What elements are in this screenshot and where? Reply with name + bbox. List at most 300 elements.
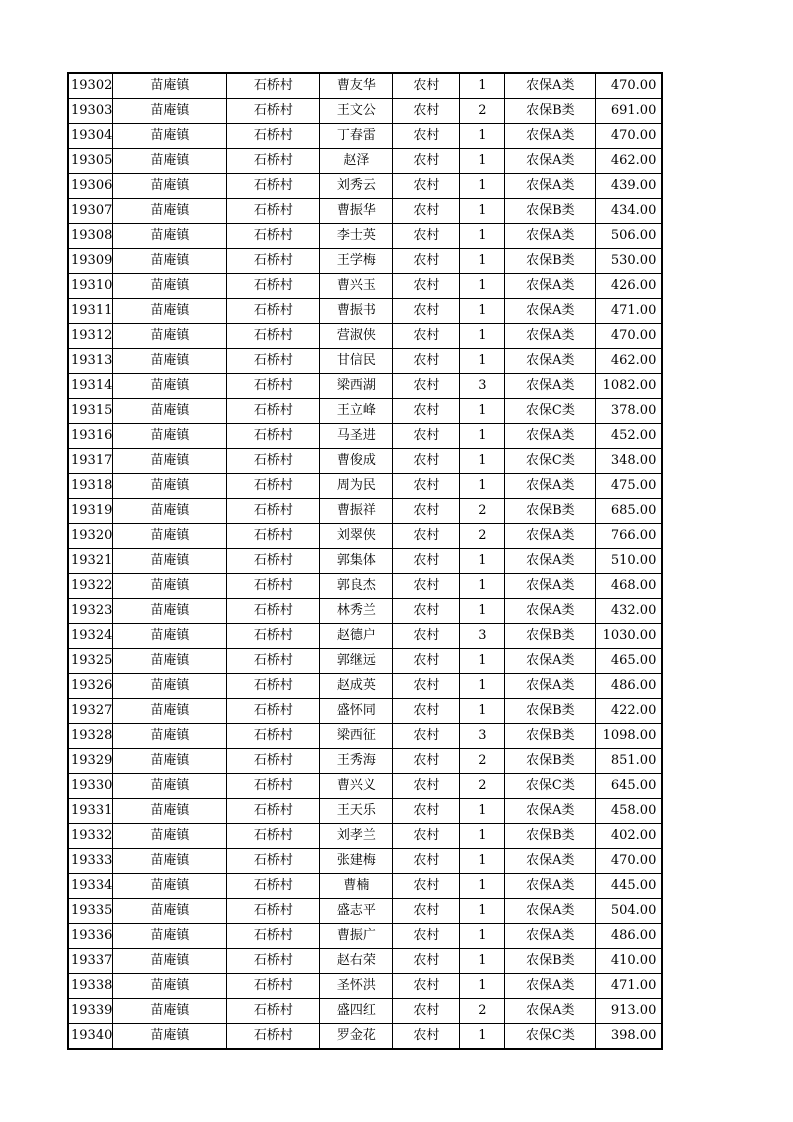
area-type-cell: 农村 [393, 174, 460, 199]
household-count-cell: 1 [460, 424, 505, 449]
village-cell: 石桥村 [227, 649, 320, 674]
insurance-class-cell: 农保A类 [505, 599, 596, 624]
village-cell: 石桥村 [227, 424, 320, 449]
village-cell: 石桥村 [227, 999, 320, 1024]
record-id-cell: 19305 [68, 149, 113, 174]
village-cell: 石桥村 [227, 699, 320, 724]
table-row [68, 349, 662, 374]
town-cell: 苗庵镇 [113, 274, 227, 299]
name-cell: 赵泽 [320, 149, 393, 174]
table-row [68, 724, 662, 749]
town-cell: 苗庵镇 [113, 99, 227, 124]
name-cell: 曹兴玉 [320, 274, 393, 299]
village-cell: 石桥村 [227, 99, 320, 124]
name-cell: 郭良杰 [320, 574, 393, 599]
area-type-cell: 农村 [393, 774, 460, 799]
town-cell: 苗庵镇 [113, 174, 227, 199]
table-row [68, 624, 662, 649]
table-row [68, 899, 662, 924]
table-row [68, 1024, 662, 1050]
record-id-cell: 19335 [68, 899, 113, 924]
area-type-cell: 农村 [393, 574, 460, 599]
town-cell: 苗庵镇 [113, 224, 227, 249]
town-cell: 苗庵镇 [113, 249, 227, 274]
area-type-cell: 农村 [393, 1024, 460, 1050]
amount-cell: 766.00 [596, 524, 663, 549]
area-type-cell: 农村 [393, 124, 460, 149]
insurance-class-cell: 农保A类 [505, 224, 596, 249]
area-type-cell: 农村 [393, 149, 460, 174]
household-count-cell: 2 [460, 524, 505, 549]
insurance-class-cell: 农保A类 [505, 974, 596, 999]
household-count-cell: 1 [460, 73, 505, 99]
area-type-cell: 农村 [393, 524, 460, 549]
area-type-cell: 农村 [393, 924, 460, 949]
record-id-cell: 19337 [68, 949, 113, 974]
village-cell: 石桥村 [227, 199, 320, 224]
area-type-cell: 农村 [393, 899, 460, 924]
amount-cell: 471.00 [596, 974, 663, 999]
insurance-class-cell: 农保B类 [505, 499, 596, 524]
insurance-class-cell: 农保A类 [505, 299, 596, 324]
insurance-class-cell: 农保A类 [505, 649, 596, 674]
table-row [68, 149, 662, 174]
amount-cell: 506.00 [596, 224, 663, 249]
amount-cell: 1098.00 [596, 724, 663, 749]
record-id-cell: 19326 [68, 674, 113, 699]
insurance-class-cell: 农保A类 [505, 474, 596, 499]
area-type-cell: 农村 [393, 99, 460, 124]
insurance-class-cell: 农保A类 [505, 274, 596, 299]
household-count-cell: 3 [460, 624, 505, 649]
name-cell: 曹楠 [320, 874, 393, 899]
amount-cell: 510.00 [596, 549, 663, 574]
town-cell: 苗庵镇 [113, 349, 227, 374]
household-count-cell: 1 [460, 324, 505, 349]
record-id-cell: 19339 [68, 999, 113, 1024]
insurance-class-cell: 农保A类 [505, 424, 596, 449]
name-cell: 郭继远 [320, 649, 393, 674]
town-cell: 苗庵镇 [113, 149, 227, 174]
table-row [68, 199, 662, 224]
village-cell: 石桥村 [227, 124, 320, 149]
town-cell: 苗庵镇 [113, 749, 227, 774]
amount-cell: 462.00 [596, 149, 663, 174]
table-row [68, 649, 662, 674]
town-cell: 苗庵镇 [113, 1024, 227, 1050]
record-id-cell: 19325 [68, 649, 113, 674]
table-row [68, 274, 662, 299]
record-id-cell: 19313 [68, 349, 113, 374]
village-cell: 石桥村 [227, 974, 320, 999]
data-sheet [67, 72, 663, 1050]
record-id-cell: 19322 [68, 574, 113, 599]
area-type-cell: 农村 [393, 224, 460, 249]
village-cell: 石桥村 [227, 824, 320, 849]
town-cell: 苗庵镇 [113, 299, 227, 324]
insurance-class-cell: 农保B类 [505, 249, 596, 274]
town-cell: 苗庵镇 [113, 124, 227, 149]
insurance-class-cell: 农保A类 [505, 549, 596, 574]
table-row [68, 174, 662, 199]
table-row [68, 99, 662, 124]
area-type-cell: 农村 [393, 349, 460, 374]
town-cell: 苗庵镇 [113, 799, 227, 824]
record-id-cell: 19323 [68, 599, 113, 624]
household-count-cell: 2 [460, 774, 505, 799]
amount-cell: 410.00 [596, 949, 663, 974]
town-cell: 苗庵镇 [113, 674, 227, 699]
record-id-cell: 19320 [68, 524, 113, 549]
record-id-cell: 19315 [68, 399, 113, 424]
amount-cell: 426.00 [596, 274, 663, 299]
village-cell: 石桥村 [227, 949, 320, 974]
town-cell: 苗庵镇 [113, 399, 227, 424]
town-cell: 苗庵镇 [113, 824, 227, 849]
insurance-class-cell: 农保A类 [505, 924, 596, 949]
amount-cell: 470.00 [596, 73, 663, 99]
record-id-cell: 19338 [68, 974, 113, 999]
insurance-class-cell: 农保A类 [505, 674, 596, 699]
amount-cell: 471.00 [596, 299, 663, 324]
village-cell: 石桥村 [227, 299, 320, 324]
amount-cell: 1030.00 [596, 624, 663, 649]
village-cell: 石桥村 [227, 324, 320, 349]
insurance-class-cell: 农保A类 [505, 349, 596, 374]
village-cell: 石桥村 [227, 574, 320, 599]
area-type-cell: 农村 [393, 274, 460, 299]
household-count-cell: 1 [460, 849, 505, 874]
insurance-class-cell: 农保B类 [505, 99, 596, 124]
village-cell: 石桥村 [227, 349, 320, 374]
record-id-cell: 19311 [68, 299, 113, 324]
village-cell: 石桥村 [227, 1024, 320, 1050]
town-cell: 苗庵镇 [113, 424, 227, 449]
area-type-cell: 农村 [393, 999, 460, 1024]
village-cell: 石桥村 [227, 599, 320, 624]
table-row [68, 874, 662, 899]
insurance-class-cell: 农保A类 [505, 124, 596, 149]
amount-cell: 470.00 [596, 324, 663, 349]
area-type-cell: 农村 [393, 299, 460, 324]
town-cell: 苗庵镇 [113, 899, 227, 924]
name-cell: 营淑侠 [320, 324, 393, 349]
household-count-cell: 1 [460, 674, 505, 699]
insurance-class-cell: 农保B类 [505, 724, 596, 749]
table-row [68, 949, 662, 974]
area-type-cell: 农村 [393, 449, 460, 474]
insurance-class-cell: 农保A类 [505, 374, 596, 399]
table-row [68, 674, 662, 699]
household-count-cell: 1 [460, 949, 505, 974]
record-id-cell: 19316 [68, 424, 113, 449]
name-cell: 曹兴义 [320, 774, 393, 799]
amount-cell: 452.00 [596, 424, 663, 449]
record-id-cell: 19318 [68, 474, 113, 499]
table-row [68, 699, 662, 724]
amount-cell: 462.00 [596, 349, 663, 374]
amount-cell: 470.00 [596, 849, 663, 874]
household-count-cell: 1 [460, 799, 505, 824]
area-type-cell: 农村 [393, 549, 460, 574]
area-type-cell: 农村 [393, 849, 460, 874]
area-type-cell: 农村 [393, 499, 460, 524]
name-cell: 盛志平 [320, 899, 393, 924]
record-id-cell: 19308 [68, 224, 113, 249]
village-cell: 石桥村 [227, 874, 320, 899]
table-row [68, 599, 662, 624]
amount-cell: 645.00 [596, 774, 663, 799]
record-id-cell: 19302 [68, 73, 113, 99]
household-count-cell: 1 [460, 349, 505, 374]
record-id-cell: 19317 [68, 449, 113, 474]
table-row [68, 374, 662, 399]
record-id-cell: 19329 [68, 749, 113, 774]
name-cell: 曹振祥 [320, 499, 393, 524]
village-cell: 石桥村 [227, 524, 320, 549]
table-row [68, 324, 662, 349]
name-cell: 刘孝兰 [320, 824, 393, 849]
area-type-cell: 农村 [393, 199, 460, 224]
town-cell: 苗庵镇 [113, 699, 227, 724]
town-cell: 苗庵镇 [113, 524, 227, 549]
record-id-cell: 19340 [68, 1024, 113, 1050]
village-cell: 石桥村 [227, 174, 320, 199]
household-count-cell: 1 [460, 1024, 505, 1050]
table-body [68, 73, 662, 1049]
name-cell: 周为民 [320, 474, 393, 499]
village-cell: 石桥村 [227, 674, 320, 699]
household-count-cell: 1 [460, 874, 505, 899]
area-type-cell: 农村 [393, 949, 460, 974]
record-id-cell: 19319 [68, 499, 113, 524]
area-type-cell: 农村 [393, 749, 460, 774]
table-row [68, 924, 662, 949]
village-cell: 石桥村 [227, 849, 320, 874]
name-cell: 刘秀云 [320, 174, 393, 199]
town-cell: 苗庵镇 [113, 599, 227, 624]
household-count-cell: 2 [460, 749, 505, 774]
record-id-cell: 19310 [68, 274, 113, 299]
town-cell: 苗庵镇 [113, 374, 227, 399]
insurance-class-cell: 农保A类 [505, 874, 596, 899]
amount-cell: 486.00 [596, 924, 663, 949]
household-count-cell: 1 [460, 274, 505, 299]
area-type-cell: 农村 [393, 974, 460, 999]
area-type-cell: 农村 [393, 649, 460, 674]
area-type-cell: 农村 [393, 599, 460, 624]
town-cell: 苗庵镇 [113, 624, 227, 649]
name-cell: 盛怀同 [320, 699, 393, 724]
village-cell: 石桥村 [227, 899, 320, 924]
amount-cell: 378.00 [596, 399, 663, 424]
table-row [68, 499, 662, 524]
record-id-cell: 19303 [68, 99, 113, 124]
insurance-class-cell: 农保A类 [505, 324, 596, 349]
household-count-cell: 1 [460, 474, 505, 499]
household-count-cell: 1 [460, 249, 505, 274]
amount-cell: 468.00 [596, 574, 663, 599]
village-cell: 石桥村 [227, 724, 320, 749]
town-cell: 苗庵镇 [113, 324, 227, 349]
village-cell: 石桥村 [227, 499, 320, 524]
household-count-cell: 3 [460, 724, 505, 749]
town-cell: 苗庵镇 [113, 574, 227, 599]
area-type-cell: 农村 [393, 824, 460, 849]
village-cell: 石桥村 [227, 449, 320, 474]
household-count-cell: 1 [460, 574, 505, 599]
insurance-class-cell: 农保A类 [505, 899, 596, 924]
record-id-cell: 19330 [68, 774, 113, 799]
amount-cell: 685.00 [596, 499, 663, 524]
table-row [68, 424, 662, 449]
amount-cell: 432.00 [596, 599, 663, 624]
amount-cell: 851.00 [596, 749, 663, 774]
name-cell: 圣怀洪 [320, 974, 393, 999]
insurance-class-cell: 农保B类 [505, 699, 596, 724]
town-cell: 苗庵镇 [113, 849, 227, 874]
insurance-class-cell: 农保C类 [505, 774, 596, 799]
village-cell: 石桥村 [227, 924, 320, 949]
amount-cell: 398.00 [596, 1024, 663, 1050]
area-type-cell: 农村 [393, 249, 460, 274]
name-cell: 王学梅 [320, 249, 393, 274]
amount-cell: 504.00 [596, 899, 663, 924]
household-count-cell: 1 [460, 399, 505, 424]
name-cell: 郭集体 [320, 549, 393, 574]
name-cell: 王立峰 [320, 399, 393, 424]
village-cell: 石桥村 [227, 799, 320, 824]
table-row [68, 73, 662, 99]
amount-cell: 470.00 [596, 124, 663, 149]
area-type-cell: 农村 [393, 374, 460, 399]
table-row [68, 774, 662, 799]
record-id-cell: 19332 [68, 824, 113, 849]
amount-cell: 422.00 [596, 699, 663, 724]
table-row [68, 524, 662, 549]
table-row [68, 549, 662, 574]
insurance-class-cell: 农保B类 [505, 749, 596, 774]
household-count-cell: 1 [460, 699, 505, 724]
amount-cell: 486.00 [596, 674, 663, 699]
amount-cell: 439.00 [596, 174, 663, 199]
name-cell: 林秀兰 [320, 599, 393, 624]
household-count-cell: 2 [460, 499, 505, 524]
insurance-class-cell: 农保B类 [505, 624, 596, 649]
subsidy-table [67, 72, 663, 1050]
name-cell: 王文公 [320, 99, 393, 124]
household-count-cell: 1 [460, 124, 505, 149]
record-id-cell: 19324 [68, 624, 113, 649]
amount-cell: 691.00 [596, 99, 663, 124]
household-count-cell: 1 [460, 449, 505, 474]
amount-cell: 348.00 [596, 449, 663, 474]
insurance-class-cell: 农保A类 [505, 524, 596, 549]
name-cell: 赵成英 [320, 674, 393, 699]
area-type-cell: 农村 [393, 474, 460, 499]
household-count-cell: 1 [460, 174, 505, 199]
table-row [68, 249, 662, 274]
record-id-cell: 19328 [68, 724, 113, 749]
town-cell: 苗庵镇 [113, 199, 227, 224]
household-count-cell: 1 [460, 199, 505, 224]
village-cell: 石桥村 [227, 224, 320, 249]
name-cell: 王秀海 [320, 749, 393, 774]
area-type-cell: 农村 [393, 624, 460, 649]
area-type-cell: 农村 [393, 699, 460, 724]
name-cell: 赵德户 [320, 624, 393, 649]
village-cell: 石桥村 [227, 774, 320, 799]
table-row [68, 749, 662, 774]
household-count-cell: 3 [460, 374, 505, 399]
name-cell: 马圣进 [320, 424, 393, 449]
name-cell: 曹俊成 [320, 449, 393, 474]
insurance-class-cell: 农保C类 [505, 1024, 596, 1050]
name-cell: 赵右荣 [320, 949, 393, 974]
record-id-cell: 19306 [68, 174, 113, 199]
village-cell: 石桥村 [227, 149, 320, 174]
name-cell: 张建梅 [320, 849, 393, 874]
amount-cell: 445.00 [596, 874, 663, 899]
table-row [68, 999, 662, 1024]
household-count-cell: 1 [460, 974, 505, 999]
name-cell: 梁西湖 [320, 374, 393, 399]
insurance-class-cell: 农保A类 [505, 849, 596, 874]
amount-cell: 1082.00 [596, 374, 663, 399]
table-row [68, 224, 662, 249]
record-id-cell: 19334 [68, 874, 113, 899]
area-type-cell: 农村 [393, 874, 460, 899]
town-cell: 苗庵镇 [113, 724, 227, 749]
household-count-cell: 1 [460, 149, 505, 174]
name-cell: 丁春雷 [320, 124, 393, 149]
name-cell: 王天乐 [320, 799, 393, 824]
area-type-cell: 农村 [393, 324, 460, 349]
name-cell: 刘翠侠 [320, 524, 393, 549]
area-type-cell: 农村 [393, 73, 460, 99]
insurance-class-cell: 农保A类 [505, 574, 596, 599]
town-cell: 苗庵镇 [113, 924, 227, 949]
table-row [68, 974, 662, 999]
table-row [68, 474, 662, 499]
amount-cell: 458.00 [596, 799, 663, 824]
household-count-cell: 2 [460, 999, 505, 1024]
town-cell: 苗庵镇 [113, 449, 227, 474]
name-cell: 曹振广 [320, 924, 393, 949]
insurance-class-cell: 农保B类 [505, 824, 596, 849]
amount-cell: 475.00 [596, 474, 663, 499]
record-id-cell: 19309 [68, 249, 113, 274]
household-count-cell: 1 [460, 649, 505, 674]
record-id-cell: 19321 [68, 549, 113, 574]
insurance-class-cell: 农保C类 [505, 399, 596, 424]
insurance-class-cell: 农保A类 [505, 149, 596, 174]
name-cell: 甘信民 [320, 349, 393, 374]
table-row [68, 849, 662, 874]
amount-cell: 434.00 [596, 199, 663, 224]
insurance-class-cell: 农保A类 [505, 174, 596, 199]
town-cell: 苗庵镇 [113, 999, 227, 1024]
insurance-class-cell: 农保A类 [505, 999, 596, 1024]
amount-cell: 530.00 [596, 249, 663, 274]
table-row [68, 799, 662, 824]
household-count-cell: 1 [460, 899, 505, 924]
household-count-cell: 1 [460, 824, 505, 849]
amount-cell: 465.00 [596, 649, 663, 674]
village-cell: 石桥村 [227, 274, 320, 299]
village-cell: 石桥村 [227, 399, 320, 424]
village-cell: 石桥村 [227, 624, 320, 649]
